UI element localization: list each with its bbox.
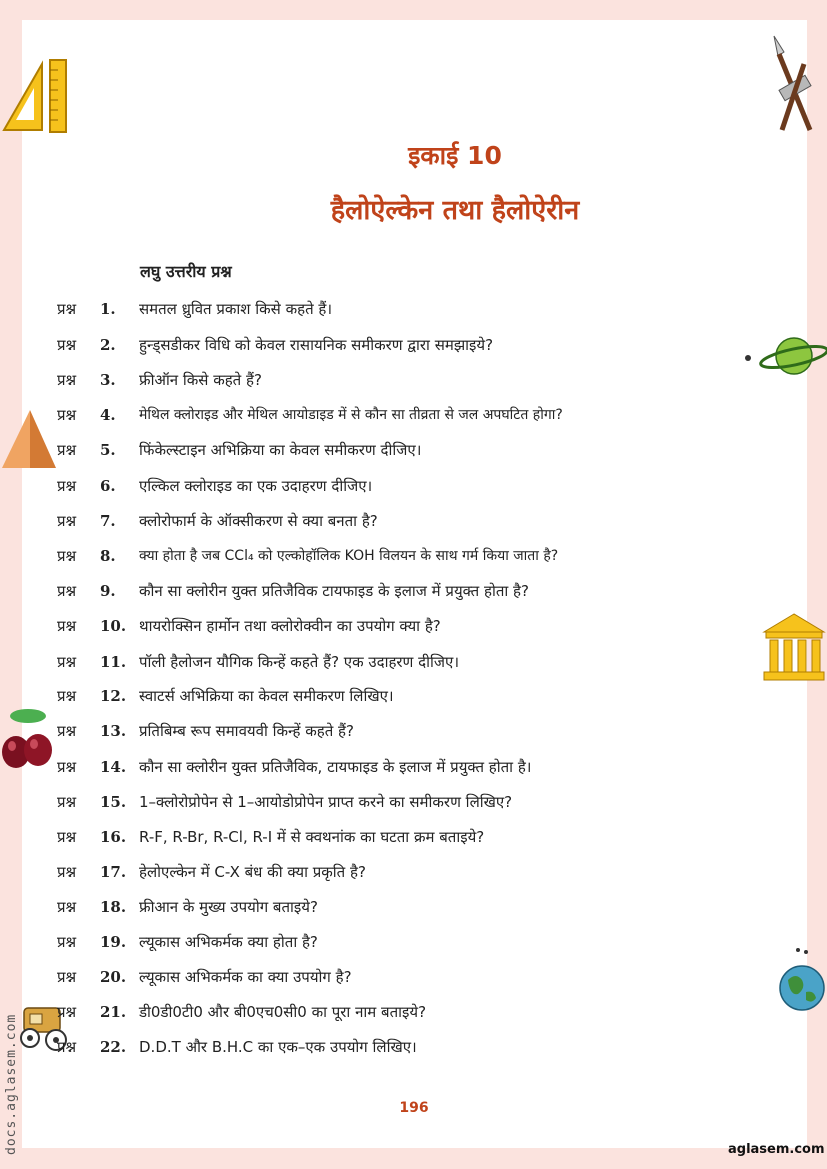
question-item (0, 1035, 827, 1059)
question-item (0, 965, 827, 989)
chapter-title: हैलोऐल्केन तथा हैलोऐरीन (330, 195, 580, 226)
question-number: 7. (100, 512, 116, 530)
question-text: मेथिल क्लोराइड और मेथिल आयोडाइड में से कौन सा तीव्रता से जल अपघटित होगा? (139, 407, 563, 423)
question-item (0, 509, 827, 533)
question-label: प्रश्न (57, 653, 77, 671)
question-label: प्रश्न (57, 793, 77, 811)
question-item (0, 860, 827, 884)
question-label: प्रश्न (57, 898, 77, 916)
question-number: 15. (100, 793, 127, 811)
question-text: हेलोएल्केन में C-X बंध की क्या प्रकृति है? (139, 863, 366, 881)
footer-site-link[interactable]: aglasem.com (728, 1142, 825, 1157)
question-text: ल्यूकास अभिकर्मक का क्या उपयोग है? (139, 968, 352, 986)
question-number: 16. (100, 828, 127, 846)
question-number: 1. (100, 300, 116, 318)
question-text: कौन सा क्लोरीन युक्त प्रतिजैविक, टायफाइड के इलाज में प्रयुक्त होता है। (139, 758, 532, 776)
section-heading: लघु उत्तरीय प्रश्न (140, 262, 232, 281)
question-item (0, 614, 827, 638)
question-text: पॉली हैलोजन यौगिक किन्हें कहते हैं? एक उदाहरण दीजिए। (139, 653, 460, 671)
question-text: ल्यूकास अभिकर्मक क्या होता है? (139, 933, 318, 951)
question-number: 9. (100, 582, 116, 600)
question-number: 6. (100, 477, 116, 495)
question-number: 17. (100, 863, 127, 881)
question-item (0, 544, 827, 568)
question-text: R-F, R-Br, R-Cl, R-I में से क्वथनांक का घटता क्रम बताइये? (139, 828, 485, 846)
question-text: स्वाटर्स अभिक्रिया का केवल समीकरण लिखिए। (139, 687, 394, 705)
question-label: प्रश्न (57, 933, 77, 951)
question-label: प्रश्न (57, 547, 77, 565)
question-number: 13. (100, 722, 127, 740)
question-text: थायरोक्सिन हार्मोन तथा क्लोरोक्वीन का उपयोग क्या है? (139, 617, 441, 635)
question-text: फ्रीऑन किसे कहते हैं? (139, 371, 262, 389)
question-text: समतल ध्रुवित प्रकाश किसे कहते हैं। (139, 300, 333, 318)
question-item (0, 474, 827, 498)
question-item (0, 684, 827, 708)
question-label: प्रश्न (57, 1038, 77, 1056)
question-number: 4. (100, 406, 116, 424)
question-label: प्रश्न (57, 512, 77, 530)
question-label: प्रश्न (57, 1003, 77, 1021)
question-number: 11. (100, 653, 127, 671)
question-number: 12. (100, 687, 127, 705)
question-item (0, 755, 827, 779)
question-number: 8. (100, 547, 116, 565)
question-label: प्रश्न (57, 617, 77, 635)
question-label: प्रश्न (57, 863, 77, 881)
question-number: 19. (100, 933, 127, 951)
question-number: 20. (100, 968, 127, 986)
question-text: 1–क्लोरोप्रोपेन से 1–आयोडोप्रोपेन प्राप्त करने का समीकरण लिखिए? (139, 793, 513, 811)
question-text: डी0डी0टी0 और बी0एच0सी0 का पूरा नाम बताइये? (139, 1003, 427, 1021)
question-label: प्रश्न (57, 687, 77, 705)
question-number: 14. (100, 758, 127, 776)
question-number: 5. (100, 441, 116, 459)
question-label: प्रश्न (57, 406, 77, 424)
question-label: प्रश्न (57, 336, 77, 354)
question-number: 2. (100, 336, 116, 354)
question-item (0, 719, 827, 743)
question-label: प्रश्न (57, 582, 77, 600)
question-text: फिंकेल्स्टाइन अभिक्रिया का केवल समीकरण दीजिए। (139, 441, 422, 459)
question-text: क्या होता है जब CCl₄ को एल्कोहॉलिक KOH विलयन के साथ गर्म किया जाता है? (139, 548, 559, 564)
question-number: 21. (100, 1003, 127, 1021)
question-label: प्रश्न (57, 758, 77, 776)
page-number: 196 (399, 1100, 429, 1116)
question-item (0, 1000, 827, 1024)
question-label: प्रश्न (57, 441, 77, 459)
question-item (0, 825, 827, 849)
question-number: 22. (100, 1038, 127, 1056)
question-number: 10. (100, 617, 127, 635)
question-item (0, 438, 827, 462)
question-label: प्रश्न (57, 477, 77, 495)
question-item (0, 403, 827, 427)
question-item (0, 579, 827, 603)
watermark-text: docs.aglasem.com (4, 1013, 19, 1155)
question-item (0, 333, 827, 357)
question-item (0, 368, 827, 392)
question-text: हुन्ड्सडीकर विधि को केवल रासायनिक समीकरण द्वारा समझाइये? (139, 336, 494, 354)
question-item (0, 650, 827, 674)
question-label: प्रश्न (57, 300, 77, 318)
question-number: 3. (100, 371, 116, 389)
question-item (0, 930, 827, 954)
question-text: कौन सा क्लोरीन युक्त प्रतिजैविक टायफाइड के इलाज में प्रयुक्त होता है? (139, 582, 529, 600)
question-number: 18. (100, 898, 127, 916)
question-item (0, 790, 827, 814)
question-label: प्रश्न (57, 968, 77, 986)
question-text: प्रतिबिम्ब रूप समावयवी किन्हें कहते हैं? (139, 722, 354, 740)
question-label: प्रश्न (57, 722, 77, 740)
question-text: एल्किल क्लोराइड का एक उदाहरण दीजिए। (139, 477, 373, 495)
question-label: प्रश्न (57, 828, 77, 846)
question-label: प्रश्न (57, 371, 77, 389)
question-text: क्लोरोफार्म के ऑक्सीकरण से क्या बनता है? (139, 512, 378, 530)
question-text: फ्रीआन के मुख्य उपयोग बताइये? (139, 898, 318, 916)
question-text: D.D.T और B.H.C का एक–एक उपयोग लिखिए। (139, 1038, 417, 1056)
question-item (0, 297, 827, 321)
question-item (0, 895, 827, 919)
unit-title: इकाई 10 (408, 141, 502, 170)
